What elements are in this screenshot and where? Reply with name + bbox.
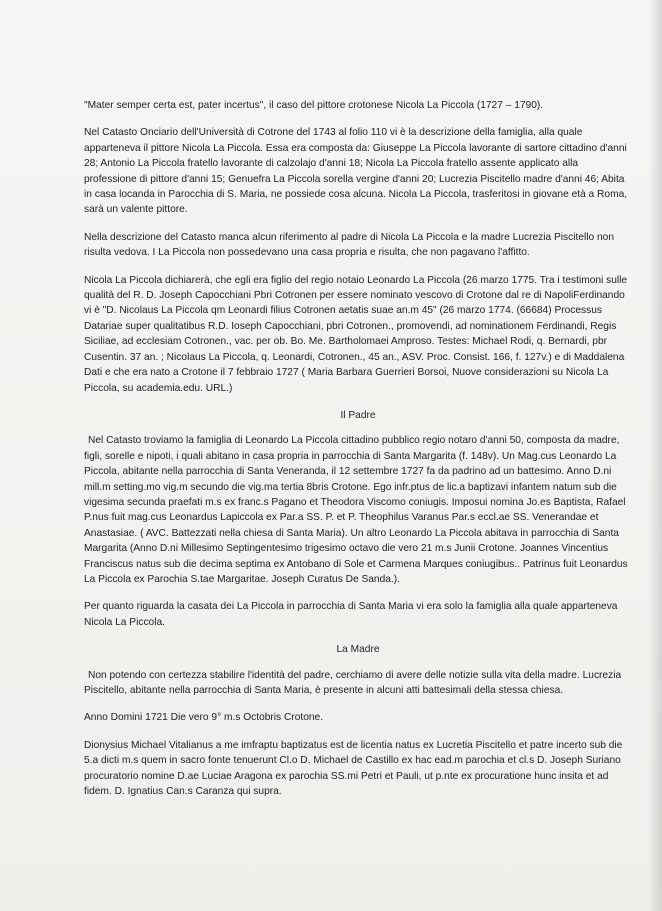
- descrizione-paragraph: Nella descrizione del Catasto manca alcun riferimento al padre di Nicola La Piccola e la madre Lucrezia Piscitello non risulta vedova. I La Piccola non possedevano una casa propria e risulta, che non pagavano l'affitto.: [84, 231, 615, 259]
- intro-paragraph: "Mater semper certa est, pater incertus", il caso del pittore crotonese Nicola La Piccola (1727 – 1790).: [84, 100, 544, 111]
- madre-heading: La Madre: [336, 644, 380, 656]
- madre-paragraph: Non potendo con certezza stabilire l'identità del padre, cerchiamo di avere delle notizie sulla vita della madre. Lucrezia Piscitello, abitante nella parrocchia di Santa Maria, è presente in alcuni atti battesimali della stessa chiesa.: [84, 669, 622, 696]
- padre-paragraph: Nel Catasto troviamo la famiglia di Leonardo La Piccola cittadino pubblico regio notaro d'anni 50, composta da madre, figli, sorelle e nipoti, i quali abitano in casa propria in parrocchia di Santa Margarita (f. 148v). Un Mag.cus Leonardo La Piccola, abitante nella parrocchia di Santa Veneranda, il 12 settembre 1727 fa da padrino ad un battesimo. Anno D.ni mill.m setting.mo vig.m secundo die vig.ma tertia 8bris Crotone. Ego infr.ptus de lic.a baptizavi infantem natum sub die vigesima secunda praefati m.s ex franc.s Pagano et Theodora Viscomo coniugis. Imposui nomina Jo.es Baptista, Rafael P.nus fuit mag.cus Leonardus Lapiccola ex Par.a SS. P. et P. Theophilus Varanus Par.s eccl.ae SS. Venerandae et Anastasiae. ( AVC. Battezzati nella chiesa di Santa Maria). Un altro Leonardo La Piccola abitava in parrocchia di Santa Margarita (Anno D.ni Millesimo Septingentesimo trigesimo octavo die vero 21 m.s Junii Crotone. Joannes Vincentius Franciscus natus sub die decima septima ex Antobano di Sole et Carmena Marques coniugibus.. Patrinus fuit Leonardus La Piccola ex Parochia S.tae Margaritae. Joseph Curatus De Sanda.).: [84, 435, 628, 585]
- catasto-paragraph: Nel Catasto Onciario dell'Università di Cotrone del 1743 al folio 110 vi è la descrizione della famiglia, alla quale apparteneva il pittore Nicola La Piccola. Essa era composta da: Giuseppe La Piccola lavorante di sartore cittadino d'anni 28; Antonio La Piccola fratello lavorante di calzolajo d'anni 18; Nicola La Piccola fratello assente applicato alla professione di pittore d'anni 15; Genuefra La Piccola sorella vergine d'anni 20; Lucrezia Piscitello madre d'anni 46; Abita in casa locanda in Parocchia di S. Maria, ne possiede cosa alcuna. Nicola La Piccola, trasferitosi in giovane età a Roma, sarà un valente pittore.: [84, 127, 628, 216]
- casata-paragraph: Per quanto riguarda la casata dei La Piccola in parrocchia di Santa Maria vi era solo la famiglia alla quale apparteneva Nicola La Piccola.: [84, 601, 618, 628]
- document-body: [84, 98, 632, 811]
- page-edge-shadow: [648, 0, 662, 911]
- padre-heading: Il Padre: [340, 409, 376, 421]
- dionysius-paragraph: Dionysius Michael Vitalianus a me imfraptu baptizatus est de licentia natus ex Lucretia Piscitello et patre incerto sub die 5.a dicti m.s quem in sacro fonte tenuerunt Cl.o D. Michael de Castillo ex hac ead.m parochia et cl.s D. Joseph Suriano procuratorio nomine D.ae Luciae Aragona ex parochia SS.mi Petri et Pauli, ut p.nte ex procuratione hunc insita et ad fidem. D. Ignatius Can.s Caranza qui supra.: [84, 739, 623, 798]
- anno-paragraph: Anno Domini 1721 Die vero 9° m.s Octobris Crotone.: [84, 712, 324, 724]
- dichiarera-paragraph: Nicola La Piccola dichiarerà, che egli era figlio del regio notaio Leonardo La Piccola (26 marzo 1775. Tra i testimoni sulle qualità del R. D. Joseph Capocchiani Pbri Cotronen per essere nominato vescovo di Crotone dal re di NapoliFerdinando vi è "D. Nicolaus La Piccola qm Leonardi filius Cotronen aetatis suae an.m 45" (26 marzo 1774. (66684) Processus Datariae super qualitatibus R.D. Ioseph Capocchiani, pbri Cotronen., promovendi, ad nominationem Ferdinandi, Regis Siciliae, ad ecclesiam Cotronen., vac. per ob. Bo. Me. Bartholomaei Amproso. Testes: Michael Rodi, q. Bernardi, pbr Cusentin. 37 an. ; Nicolaus La Piccola, q. Leonardi, Cotronen., 45 an., ASV. Proc. Consist. 166, f. 127v.) e di Maddalena Dati e che era nato a Crotone il 7 febbraio 1727 ( Maria Barbara Guerrieri Borsoi, Nuove considerazioni su Nicola La Piccola, su academia.edu. URL.): [84, 274, 628, 394]
